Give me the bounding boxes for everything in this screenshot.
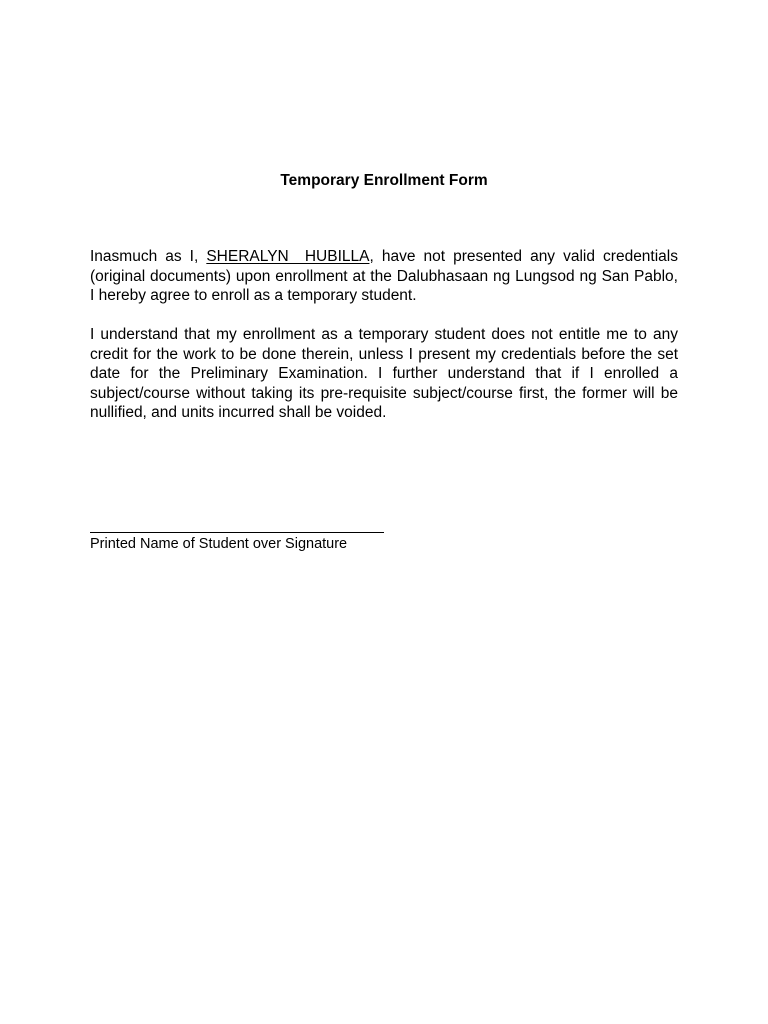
paragraph-suffix: , have not presented any valid credentials (original documents) upon enrollment at the Dalubhasaan ng Lungsod ng San Pablo, I hereby agree to enroll as a temporary student. (90, 248, 678, 304)
student-name: SHERALYN HUBILLA (206, 248, 370, 265)
signature-label: Printed Name of Student over Signature (90, 536, 348, 552)
signature-line (90, 532, 384, 533)
paragraph-prefix: Inasmuch as I, (90, 248, 207, 265)
document-title: Temporary Enrollment Form (280, 172, 488, 189)
understanding-paragraph: I understand that my enrollment as a temporary student does not entitle me to any credit for the work to be done therein, unless I present my credentials before the set date for the Preliminary Examination. I further understand that if I enrolled a subject/course without taking its pre-requisite subject/course first, the former will be nullified, and units incurred shall be voided. (90, 326, 678, 421)
agreement-paragraph (90, 247, 678, 306)
